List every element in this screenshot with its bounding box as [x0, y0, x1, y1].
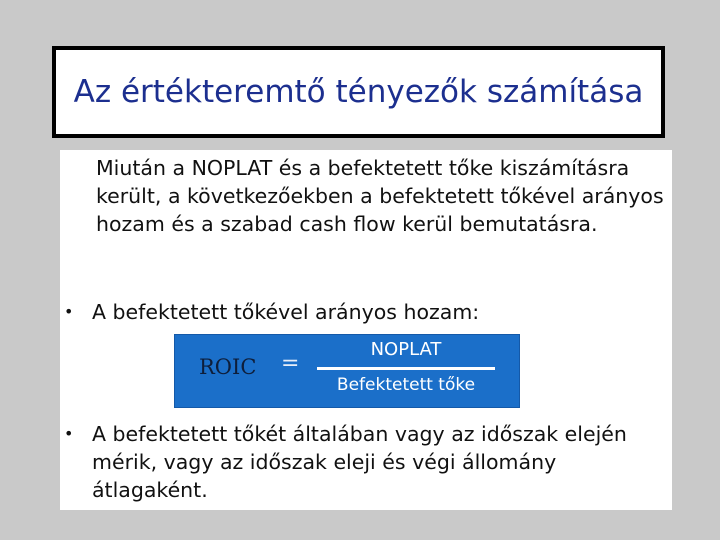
bullet-marker: •	[64, 302, 74, 321]
title-box	[52, 46, 665, 138]
intro-paragraph: Miután a NOPLAT és a befektetett tőke kiszámításra került, a következőekben a befektetett tőkével arányos hozam és a szabad cash flow kerül bemutatásra.	[96, 156, 664, 236]
content-panel	[60, 150, 672, 510]
formula-numerator: NOPLAT	[370, 339, 442, 360]
formula-lhs: ROIC	[199, 355, 257, 379]
bullet-text: A befektetett tőkét általában vagy az időszak elején mérik, vagy az időszak eleji és végi állomány átlagaként.	[92, 422, 627, 502]
bullet-marker: •	[64, 424, 74, 443]
bullet-text: A befektetett tőkével arányos hozam:	[92, 300, 480, 324]
formula-equals: =	[281, 351, 300, 376]
formula-denominator: Befektetett tőke	[336, 375, 476, 395]
roic-formula-box	[174, 334, 520, 408]
fraction-line	[317, 367, 495, 370]
slide-title: Az értékteremtő tényezők számítása	[73, 74, 644, 110]
